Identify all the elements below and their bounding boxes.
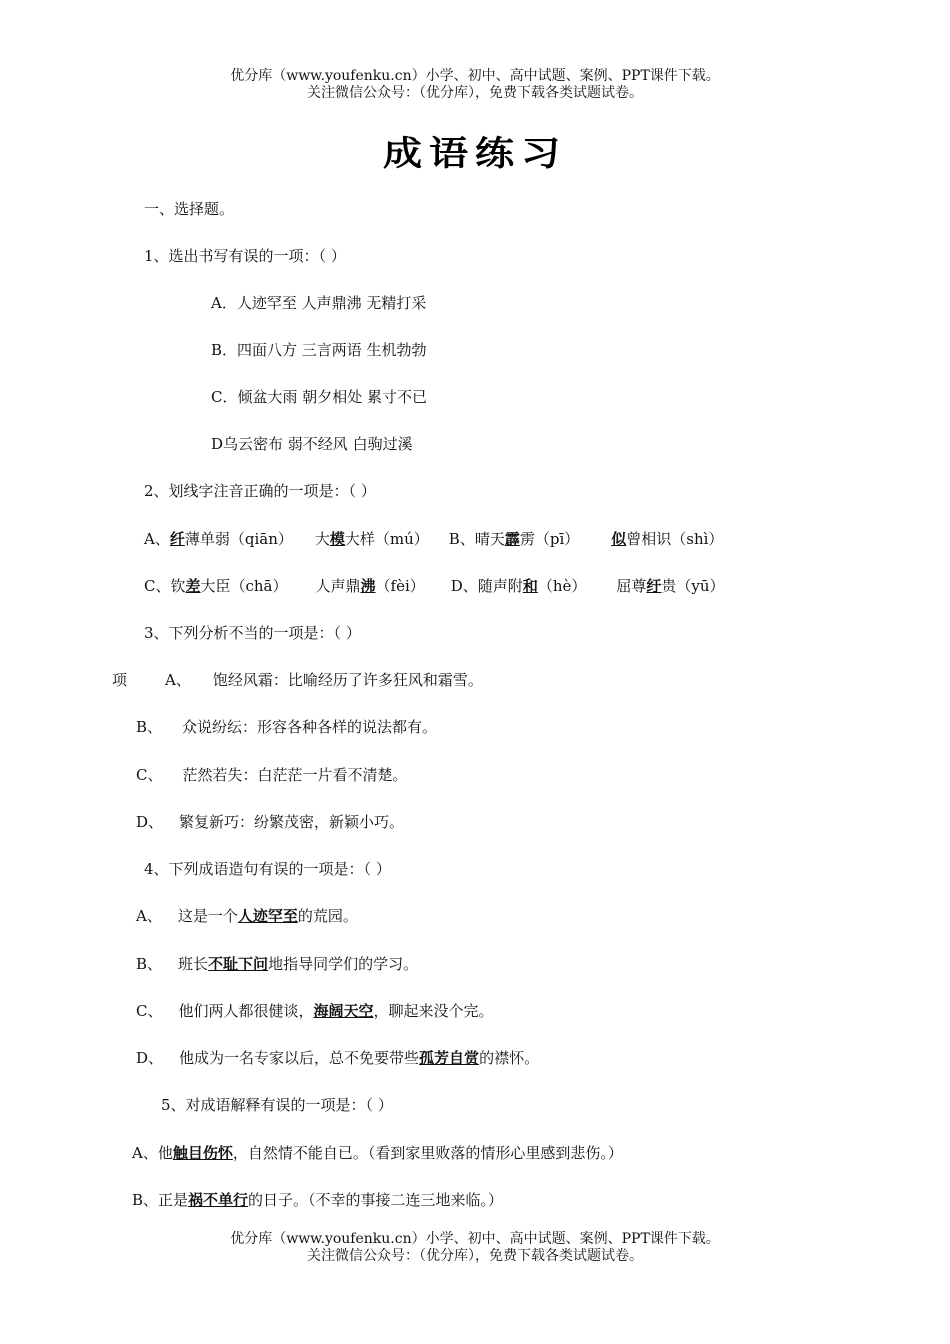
section-heading: 一、选择题。 (144, 200, 235, 218)
q1-option-d: D乌云密布 弱不经风 白驹过溪 (211, 435, 413, 453)
q3-option-c: C、 茫然若失：白茫茫一片看不清楚。 (136, 766, 408, 784)
q3-option-d: D、 繁复新巧：纷繁茂密，新颖小巧。 (136, 813, 405, 831)
q1-stem: 1、选出书写有误的一项：（ ） (144, 247, 346, 265)
q2-row-2 (144, 576, 725, 596)
q3-stem: 3、下列分析不当的一项是：（ ） (144, 624, 361, 642)
q4-option-a: A、 这是一个人迹罕至的荒园。 (136, 907, 358, 925)
q2-r1-c: B、晴天霹雳（pī） (448, 530, 580, 548)
q1-option-c: C．倾盆大雨 朝夕相处 累寸不已 (211, 388, 428, 406)
q4-option-d: D、 他成为一名专家以后，总不免要带些孤芳自赏的襟怀。 (136, 1049, 540, 1067)
q1-option-b: B．四面八方 三言两语 生机勃勃 (211, 341, 427, 359)
footer-line-2: 关注微信公众号：（优分库），免费下载各类试题试卷。 (307, 1248, 643, 1264)
q4-stem: 4、下列成语造句有误的一项是：（ ） (144, 860, 391, 878)
q4-option-b: B、 班长不耻下问地指导同学们的学习。 (136, 955, 419, 973)
q2-r2-a: C、钦差大臣（chā） (144, 577, 288, 595)
q2-r1-d: 似曾相识（shì） (611, 530, 724, 548)
header-line-1: 优分库（www.youfenku.cn）小学、初中、高中试题、案例、PPT课件下载。 (230, 68, 720, 84)
q5-option-b: B、正是祸不单行的日子。（不幸的事接二连三地来临。） (132, 1191, 504, 1209)
q2-r1-a: A、纤薄单弱（qiān） (144, 530, 293, 548)
footer-line-1: 优分库（www.youfenku.cn）小学、初中、高中试题、案例、PPT课件下载。 (230, 1231, 720, 1247)
q3-option-b: B、 众说纷纭：形容各种各样的说法都有。 (136, 718, 438, 736)
page-footer (0, 1231, 950, 1265)
page-title: 成语练习 (383, 134, 567, 174)
q5-option-a: A、他触目伤怀，自然情不能自已。（看到家里败落的情形心里感到悲伤。） (132, 1144, 623, 1162)
q5-stem: 5、对成语解释有误的一项是：（ ） (161, 1096, 393, 1114)
q2-row-1 (144, 529, 723, 549)
q2-stem: 2、划线字注音正确的一项是：（ ） (144, 482, 376, 500)
q2-r2-d: 屈尊纡贵（yū） (616, 577, 725, 595)
q3-option-a: 项 A、 饱经风霜：比喻经历了许多狂风和霜雪。 (112, 671, 483, 689)
q2-r2-c: D、随声附和（hè） (450, 577, 587, 595)
q4-option-c: C、 他们两人都很健谈，海阔天空，聊起来没个完。 (136, 1002, 494, 1020)
q2-r2-b: 人声鼎沸（fèi） (315, 577, 425, 595)
q2-r1-b: 大模大样（mú） (314, 530, 429, 548)
header-line-2: 关注微信公众号：（优分库），免费下载各类试题试卷。 (307, 85, 643, 101)
q1-option-a: A．人迹罕至 人声鼎沸 无精打采 (211, 294, 427, 312)
page-header (0, 68, 950, 102)
